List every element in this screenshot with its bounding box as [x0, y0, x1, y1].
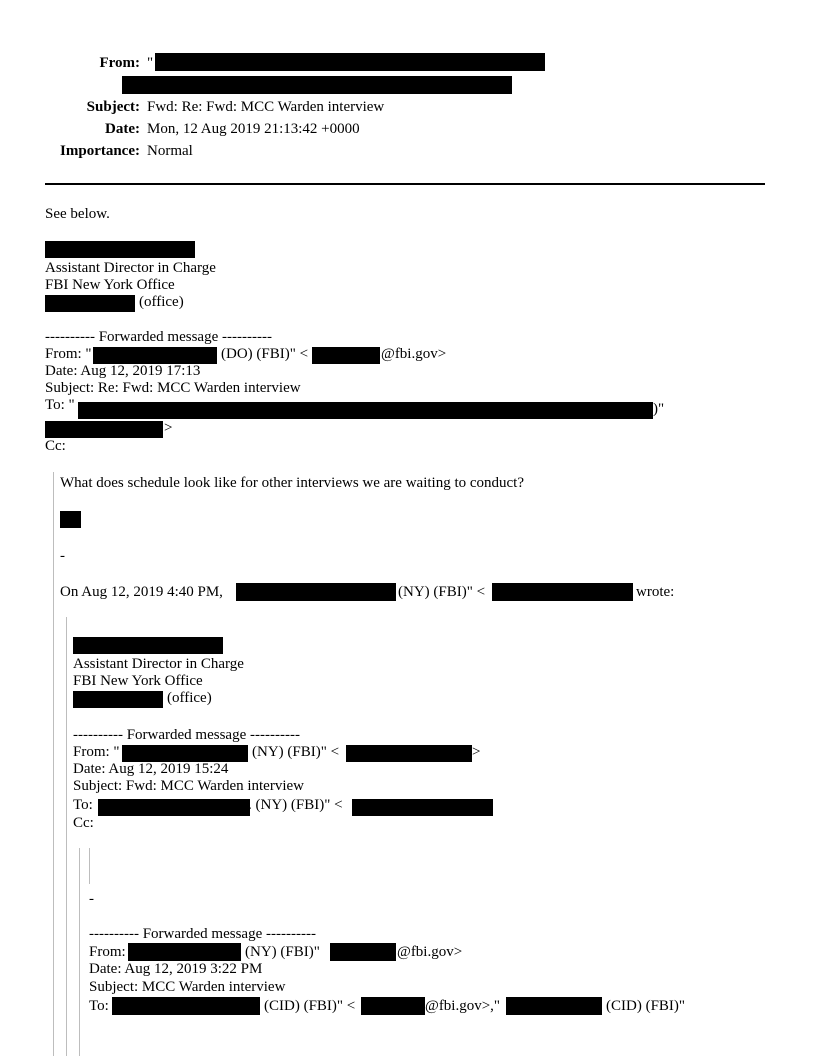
subject-value: Fwd: Re: Fwd: MCC Warden interview	[147, 99, 385, 115]
redaction-bar	[78, 402, 653, 419]
fwd-date: Date: Aug 12, 2019 15:24	[73, 761, 229, 777]
reply-intro-mid: (NY) (FBI)" <	[398, 584, 486, 600]
redaction-bar	[361, 997, 425, 1015]
fwd-cc: Cc:	[73, 815, 94, 831]
fwd-to-line2-suffix: >	[164, 420, 173, 436]
redaction-bar	[346, 745, 472, 762]
fwd-from-suffix: @fbi.gov>	[381, 346, 447, 362]
redaction-bar	[93, 347, 217, 364]
from-label: From:	[99, 55, 140, 71]
redaction-bar	[352, 799, 493, 816]
importance-label: Importance:	[60, 143, 140, 159]
redaction-bar	[112, 997, 260, 1015]
reply-intro-suffix: wrote:	[636, 584, 675, 600]
fwd-subject: Subject: MCC Warden interview	[89, 979, 286, 995]
fwd-to-suffix: )"	[653, 401, 665, 417]
redaction-bar	[73, 637, 223, 654]
redaction-bar	[155, 53, 545, 71]
redaction-bar	[73, 691, 163, 708]
quote-bar	[89, 848, 90, 884]
fwd-from-suffix: @fbi.gov>	[397, 944, 463, 960]
signature-office: FBI New York Office	[73, 673, 203, 689]
redaction-bar	[45, 241, 195, 258]
quote-bar	[53, 472, 54, 1056]
redaction-bar	[122, 76, 512, 94]
quote-bar	[66, 617, 67, 1056]
fwd-from-suffix: >	[472, 744, 481, 760]
redaction-bar	[98, 799, 250, 816]
quote-bar	[79, 848, 80, 1056]
fwd-to-mid: . (NY) (FBI)" <	[248, 797, 343, 813]
redaction-bar	[492, 583, 633, 601]
fwd-date: Date: Aug 12, 2019 17:13	[45, 363, 201, 379]
intro-text: See below.	[45, 206, 110, 222]
redaction-bar	[60, 511, 81, 528]
forward-divider: ---------- Forwarded message ----------	[73, 727, 300, 743]
signature-office: FBI New York Office	[45, 277, 175, 293]
redaction-bar	[330, 943, 396, 961]
fwd-to-mid2: @fbi.gov>,"	[425, 998, 501, 1014]
fwd-to-prefix: To:	[73, 797, 93, 813]
dash-text: -	[60, 548, 65, 564]
fwd-from-mid: (NY) (FBI)"	[245, 944, 320, 960]
question-text: What does schedule look like for other interviews we are waiting to conduct?	[60, 475, 525, 491]
fwd-from-prefix: From: "	[45, 346, 92, 362]
redaction-bar	[128, 943, 241, 961]
fwd-subject: Subject: Fwd: MCC Warden interview	[73, 778, 304, 794]
fwd-to-prefix: To:	[89, 998, 109, 1014]
redaction-bar	[236, 583, 396, 601]
date-value: Mon, 12 Aug 2019 21:13:42 +0000	[147, 121, 360, 137]
fwd-from-mid: (DO) (FBI)" <	[221, 346, 309, 362]
forward-divider: ---------- Forwarded message ----------	[89, 926, 316, 942]
signature-phone: (office)	[139, 294, 184, 310]
subject-label: Subject:	[86, 99, 140, 115]
fwd-date: Date: Aug 12, 2019 3:22 PM	[89, 961, 263, 977]
importance-value: Normal	[147, 143, 193, 159]
fwd-to-prefix: To: "	[45, 397, 75, 413]
signature-title: Assistant Director in Charge	[45, 260, 216, 276]
redaction-bar	[45, 295, 135, 312]
reply-intro-prefix: On Aug 12, 2019 4:40 PM,	[60, 584, 223, 600]
dash-text: -	[89, 891, 94, 907]
redaction-bar	[45, 421, 163, 438]
redaction-bar	[506, 997, 602, 1015]
fwd-cc: Cc:	[45, 438, 66, 454]
fwd-from-prefix: From: "	[73, 744, 120, 760]
signature-title: Assistant Director in Charge	[73, 656, 244, 672]
from-value: "	[147, 55, 154, 71]
header-divider	[45, 183, 765, 185]
fwd-from-prefix: From:	[89, 944, 126, 960]
fwd-to-mid1: (CID) (FBI)" <	[264, 998, 356, 1014]
signature-phone: (office)	[167, 690, 212, 706]
fwd-subject: Subject: Re: Fwd: MCC Warden interview	[45, 380, 301, 396]
fwd-from-mid: (NY) (FBI)" <	[252, 744, 340, 760]
redaction-bar	[312, 347, 380, 364]
date-label: Date:	[105, 121, 140, 137]
fwd-to-suffix: (CID) (FBI)"	[606, 998, 686, 1014]
redaction-bar	[122, 745, 248, 762]
forward-divider: ---------- Forwarded message ----------	[45, 329, 272, 345]
